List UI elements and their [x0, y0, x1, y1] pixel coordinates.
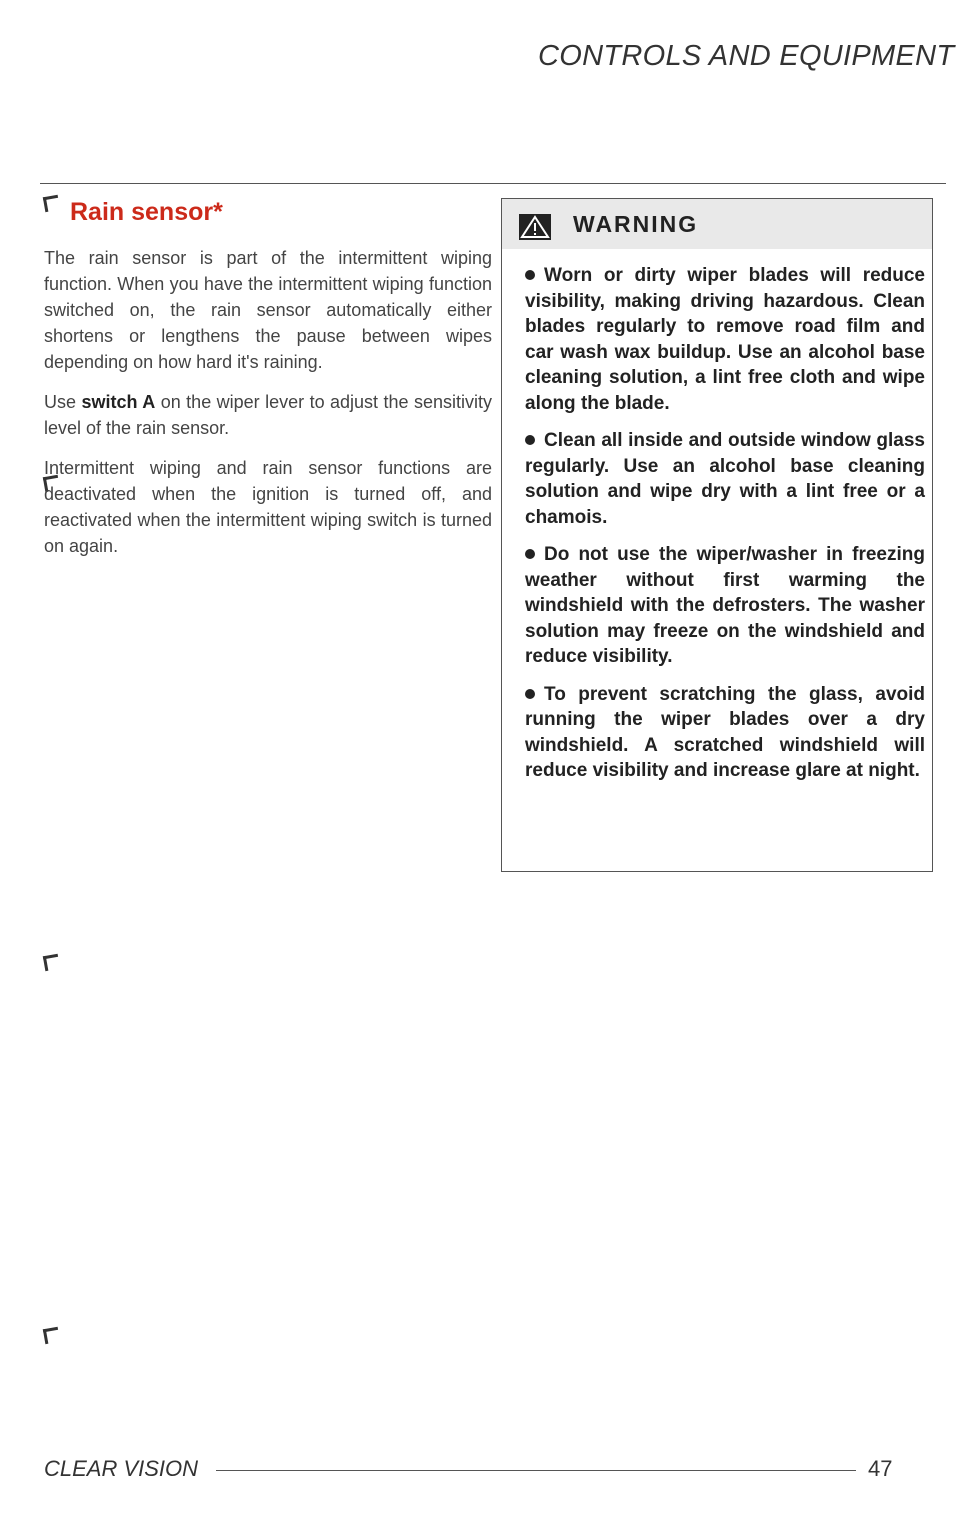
- bullet-icon: [525, 435, 535, 445]
- header-rule: [40, 183, 946, 184]
- bullet-icon: [525, 549, 535, 559]
- footer-section-name: CLEAR VISION: [44, 1456, 199, 1481]
- switch-a-label: switch A: [81, 392, 156, 412]
- paragraph-2-suffix: on the wiper lever to adjust the sensitivity level of the rain sensor.: [44, 392, 492, 438]
- paragraph-2-prefix: Use: [44, 392, 77, 412]
- warning-item: Do not use the wiper/washer in freezing weather without first warming the windshield with the defrosters. The washer solution may freeze on the windshield and reduce visibility.: [525, 544, 925, 667]
- bullet-icon: [525, 689, 535, 699]
- warning-item: To prevent scratching the glass, avoid running the wiper blades over a dry windshield. A scratched windshield will reduce visibility and increase glare at night.: [525, 683, 925, 781]
- margin-tick-4: [43, 1327, 60, 1344]
- footer-rule: [216, 1470, 856, 1471]
- warning-title: WARNING: [573, 211, 699, 237]
- page-number: 47: [868, 1456, 893, 1481]
- page-header: CONTROLS AND EQUIPMENT: [538, 40, 955, 72]
- paragraph-3: Intermittent wiping and rain sensor functions are deactivated when the ignition is turned off, and reactivated when the intermittent wiping switch is turned on again.: [44, 458, 492, 556]
- warning-header: [502, 199, 932, 249]
- warning-box: [501, 198, 933, 872]
- section-title: Rain sensor*: [70, 198, 223, 226]
- paragraph-1: The rain sensor is part of the intermittent wiping function. When you have the intermittent wiping function switched on, the rain sensor automatically either shortens or lengthens the pause between wipes depending on how hard it's raining.: [44, 248, 492, 372]
- warning-triangle-icon: [519, 214, 551, 240]
- left-column: [44, 198, 492, 573]
- margin-tick-3: [43, 954, 60, 971]
- bullet-icon: [525, 270, 535, 280]
- paragraph-2: [44, 389, 492, 441]
- warning-item: Worn or dirty wiper blades will reduce visibility, making driving hazardous. Clean blades regularly to remove road film and car wash wax buildup. Use an alcohol base cleaning solution, a lint free cloth and wipe along the blade.: [525, 265, 925, 414]
- warning-body: [525, 263, 925, 796]
- warning-item: Clean all inside and outside window glass regularly. Use an alcohol base cleaning solution and wipe dry with a lint free or a chamois.: [525, 430, 925, 528]
